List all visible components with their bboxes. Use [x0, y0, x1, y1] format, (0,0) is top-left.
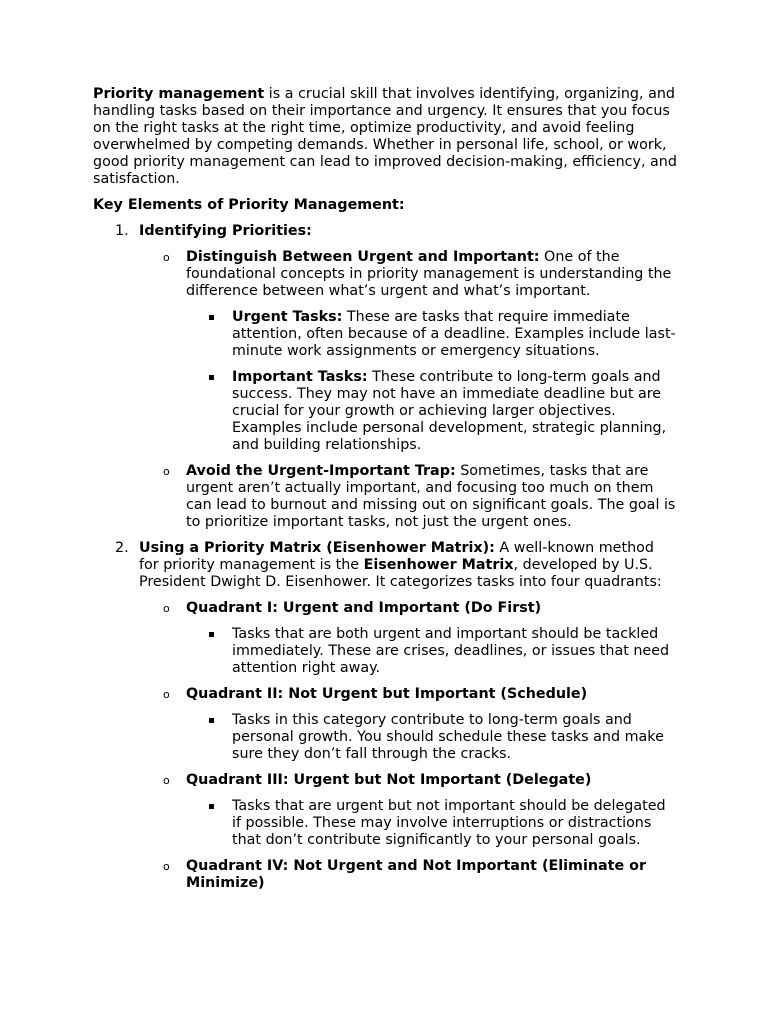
- nested-item: [186, 712, 678, 763]
- list-item-text: Using a Priority Matrix (Eisenhower Matrix): A well-known method for priority management is the Eisenhower Matrix, developed by U.S. President Dwight D. Eisenhower. It categorizes tasks into four quadrants:: [139, 540, 662, 590]
- quadrant-list: [139, 600, 678, 892]
- quadrant-title: Quadrant I: Urgent and Important (Do First): [186, 600, 542, 616]
- sub-item-avoid-trap: [139, 463, 678, 531]
- quadrant-item-1: [139, 600, 678, 677]
- nested-list: [186, 712, 678, 763]
- sub-item-text: Distinguish Between Urgent and Important: One of the foundational concepts in priority management is understanding the difference between what’s urgent and what’s important.: [186, 249, 672, 299]
- quadrant-description: Tasks in this category contribute to long-term goals and personal growth. You should schedule these tasks and make sure they don’t fall through the cracks.: [232, 712, 664, 762]
- square-bullet-icon: [209, 718, 214, 723]
- quadrant-item-3: [139, 772, 678, 849]
- quadrant-title: Quadrant II: Not Urgent but Important (Schedule): [186, 686, 588, 702]
- sub-list: [139, 249, 678, 531]
- circle-bullet-icon: o: [163, 602, 170, 615]
- nested-item-important-tasks: [186, 369, 678, 454]
- quadrant-description: Tasks that are both urgent and important should be tackled immediately. These are crises, deadlines, or issues that need attention right away.: [232, 626, 670, 676]
- quadrant-item-2: [139, 686, 678, 763]
- circle-bullet-icon: o: [163, 251, 170, 264]
- nested-item-urgent-tasks: [186, 309, 678, 360]
- numbered-list: [93, 223, 678, 892]
- intro-term: Priority management: [93, 86, 265, 102]
- square-bullet-icon: [209, 632, 214, 637]
- square-bullet-icon: [209, 315, 214, 320]
- nested-list: [186, 626, 678, 677]
- quadrant-description: Tasks that are urgent but not important should be delegated if possible. These may involve interruptions or distractions that don’t contribute significantly to your personal goals.: [232, 798, 666, 848]
- quadrant-title: Quadrant III: Urgent but Not Important (Delegate): [186, 772, 592, 788]
- square-bullet-icon: [209, 804, 214, 809]
- sub-item-distinguish: [139, 249, 678, 454]
- list-number: 1.: [115, 223, 129, 239]
- quadrant-title: Quadrant IV: Not Urgent and Not Important (Eliminate or Minimize): [186, 858, 647, 891]
- document-page: [93, 86, 678, 901]
- list-item-identifying-priorities: [93, 223, 678, 531]
- circle-bullet-icon: o: [163, 465, 170, 478]
- nested-item: [186, 626, 678, 677]
- nested-item: [186, 798, 678, 849]
- nested-list: [186, 309, 678, 454]
- list-item-priority-matrix: [93, 540, 678, 892]
- intro-text: is a crucial skill that involves identifying, organizing, and handling tasks based on their importance and urgency. It ensures that you focus on the right tasks at the right time, optimize productivity, and avoid feeling overwhelmed by competing demands. Whether in personal life, school, or work, good priority management can lead to improved decision-making, efficiency, and satisfaction.: [93, 86, 677, 187]
- section-heading: Key Elements of Priority Management:: [93, 197, 405, 213]
- nested-list: [186, 798, 678, 849]
- nested-item-text: Important Tasks: These contribute to long-term goals and success. They may not have an immediate deadline but are crucial for your growth or achieving larger objectives. Examples include personal development, strategic planning, and building relationships.: [232, 369, 667, 453]
- list-number: 2.: [115, 540, 129, 556]
- sub-item-text: Avoid the Urgent-Important Trap: Sometimes, tasks that are urgent aren’t actually important, and focusing too much on them can lead to burnout and missing out on significant goals. The goal is to prioritize important tasks, not just the urgent ones.: [186, 463, 676, 530]
- square-bullet-icon: [209, 375, 214, 380]
- circle-bullet-icon: o: [163, 774, 170, 787]
- nested-item-text: Urgent Tasks: These are tasks that require immediate attention, often because of a deadline. Examples include last-minute work assignments or emergency situations.: [232, 309, 676, 359]
- circle-bullet-icon: o: [163, 860, 170, 873]
- circle-bullet-icon: o: [163, 688, 170, 701]
- quadrant-item-4: [139, 858, 678, 892]
- intro-paragraph: [93, 86, 678, 188]
- list-item-title: Identifying Priorities:: [139, 223, 312, 239]
